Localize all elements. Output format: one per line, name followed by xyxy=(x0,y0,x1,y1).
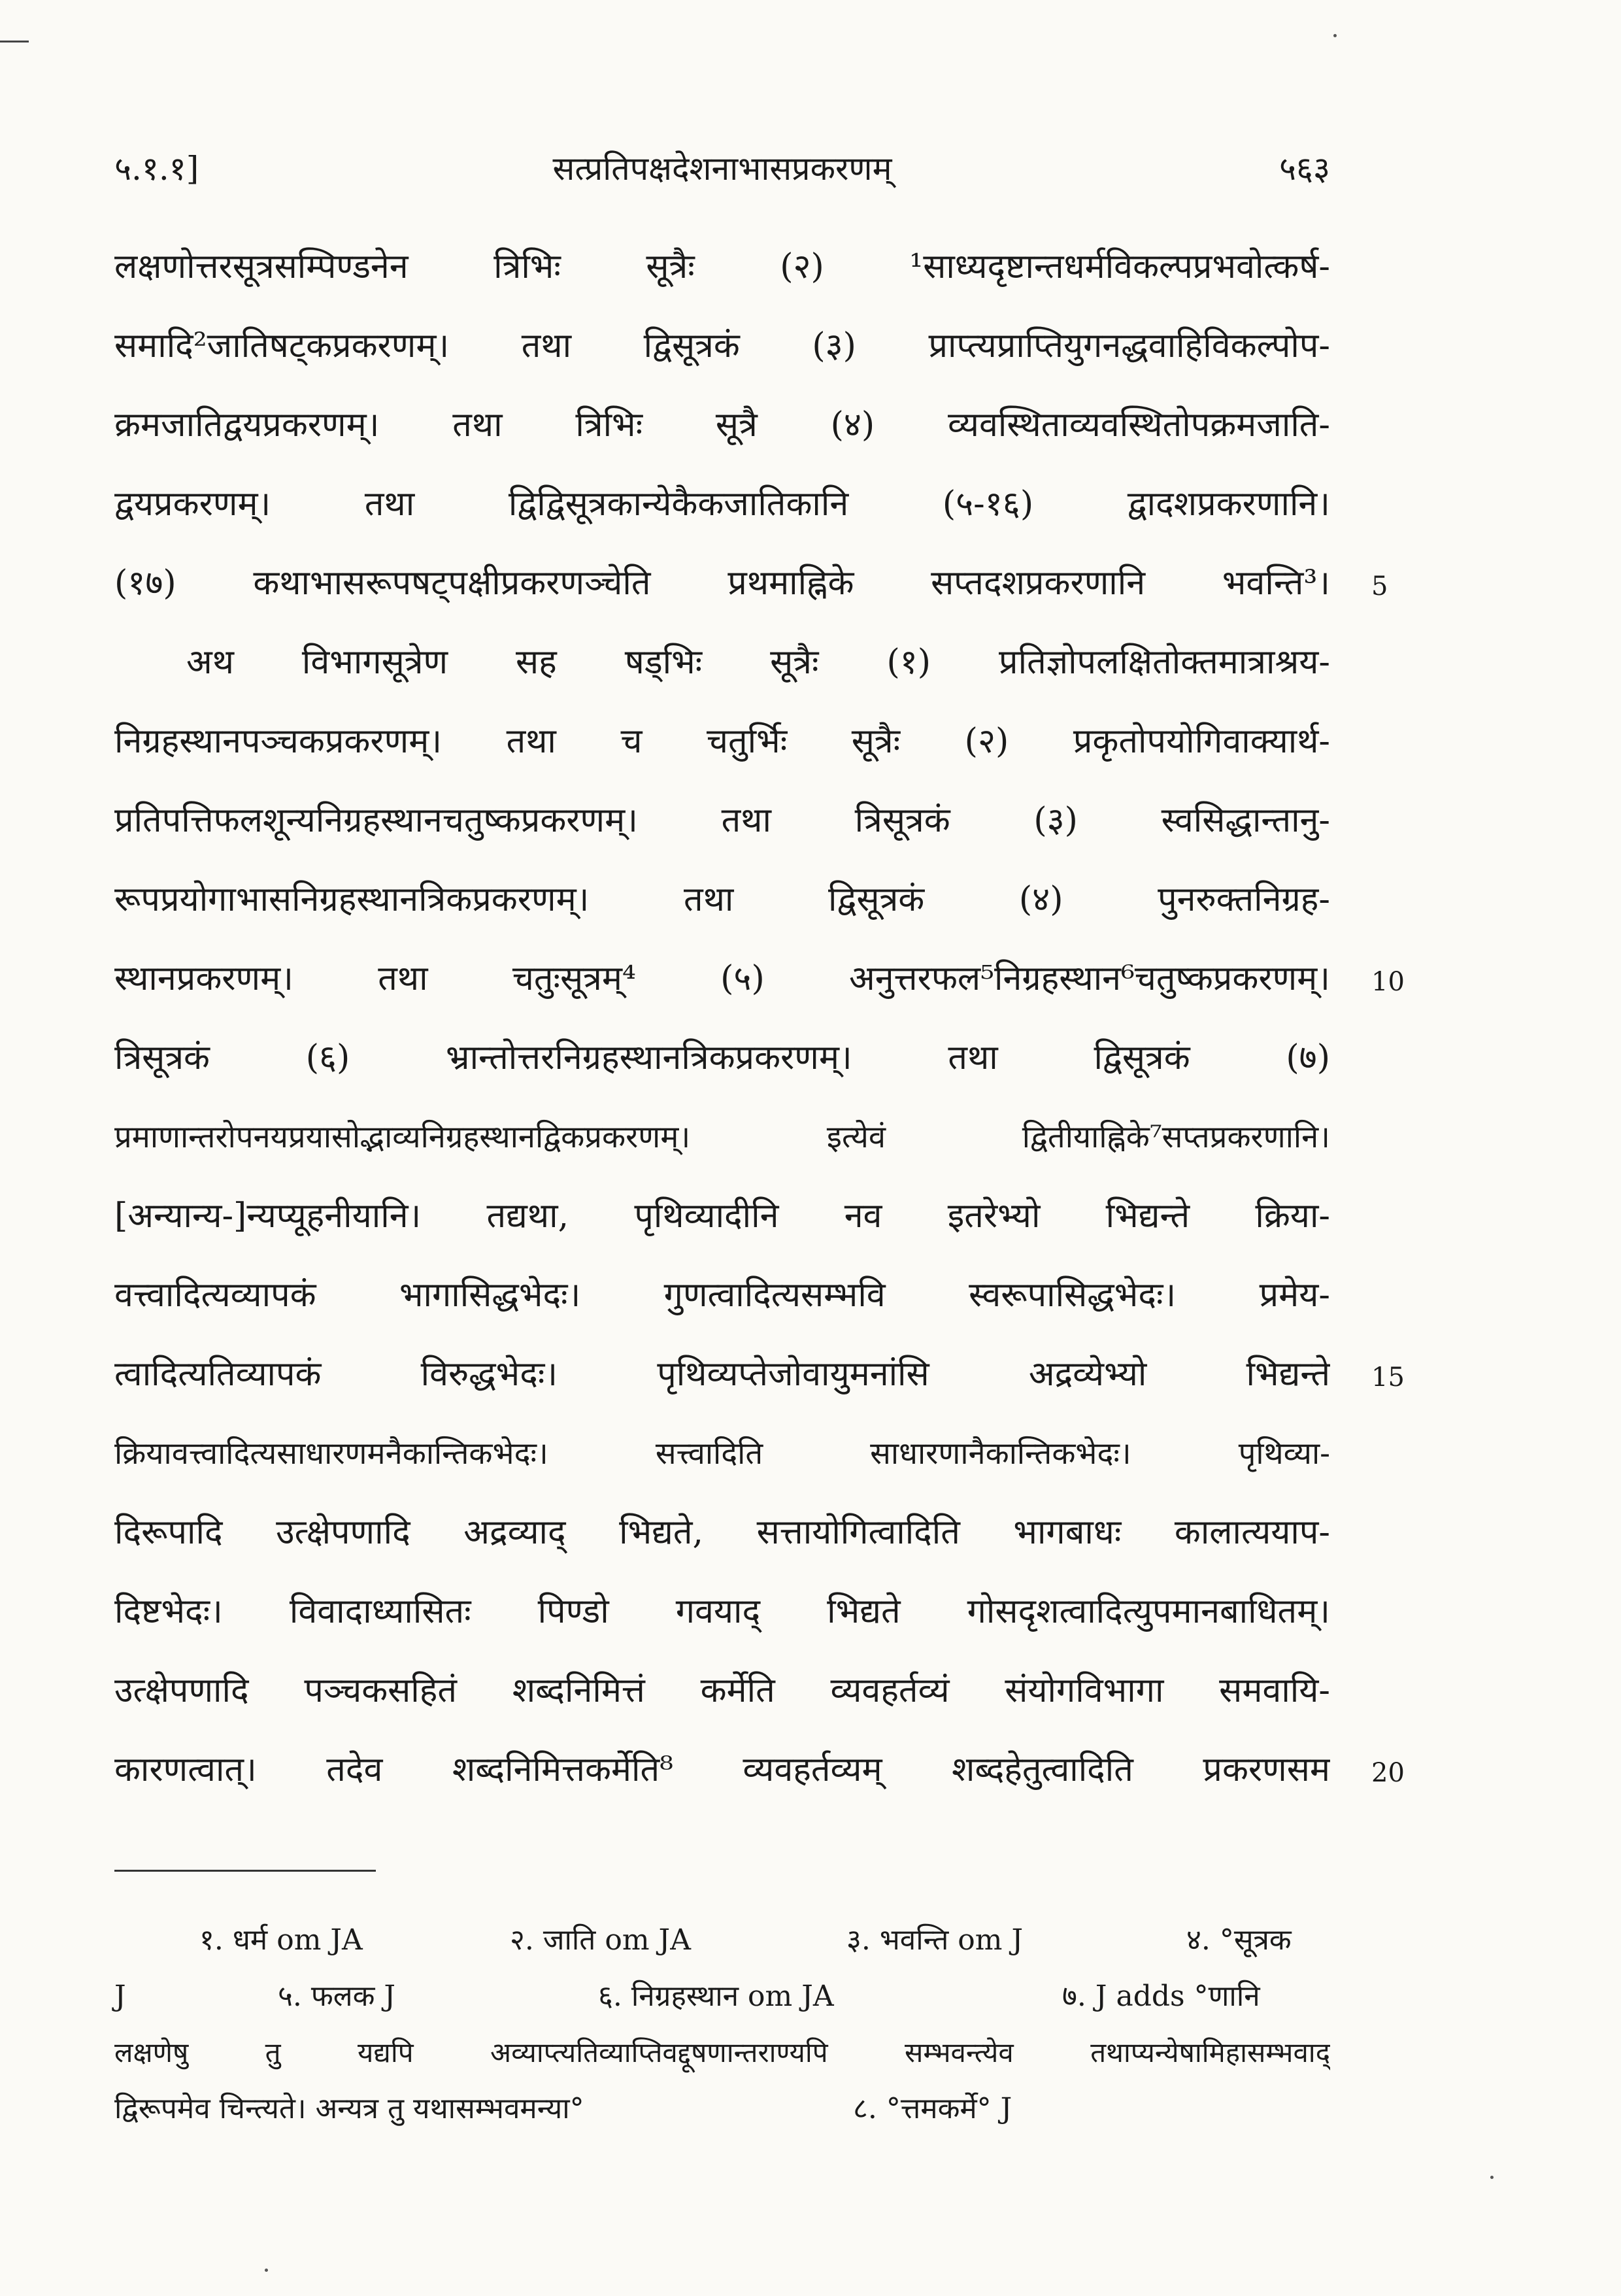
footnote: ३. भवन्ति om J xyxy=(846,1923,1024,1957)
scan-speck xyxy=(1490,2176,1494,2179)
chapter-title: सत्प्रतिपक्षदेशनाभासप्रकरणम् xyxy=(552,150,892,188)
page-number: ५६३ xyxy=(1279,150,1330,188)
footnote: १. धर्म om JA xyxy=(199,1923,363,1957)
text-line: लक्षणोत्तरसूत्रसम्पिण्डनेन त्रिभिः सूत्रैः (२) ¹साध्यदृष्टान्तधर्मविकल्पप्रभवोत्कर्ष- xyxy=(114,247,1330,286)
text-line: दिष्टभेदः। विवादाध्यासितः पिण्डो गवयाद् भिद्यते गोसदृशत्वादित्युपमानबाधितम्। xyxy=(114,1592,1330,1631)
text-line: समादि²जातिषट्कप्रकरणम्। तथा द्विसूत्रकं (३) प्राप्त्यप्राप्तियुगनद्धवाहिविकल्पोप- xyxy=(114,326,1330,365)
scan-speck xyxy=(265,2269,268,2272)
text-line: त्रिसूत्रकं (६) भ्रान्तोत्तरनिग्रहस्थानत्रिकप्रकरणम्। तथा द्विसूत्रकं (७) xyxy=(114,1038,1330,1077)
text-line: दिरूपादि उत्क्षेपणादि अद्रव्याद् भिद्यते, सत्तायोगित्वादिति भागबाधः कालात्ययाप- xyxy=(114,1513,1330,1552)
text-line: प्रमाणान्तरोपनयप्रयासोद्भाव्यनिग्रहस्थानद्विकप्रकरणम्। इत्येवं द्वितीयाह्निके⁷सप्तप्रकरणानि। xyxy=(114,1119,1330,1155)
footnotes xyxy=(114,1912,1330,2137)
text-line: (१७) कथाभासरूपषट्पक्षीप्रकरणञ्चेति प्रथमाह्निके सप्तदशप्रकरणानि भवन्ति³। xyxy=(114,564,1330,603)
footnote-note: द्विरूपमेव चिन्त्यते। अन्यत्र तु यथासम्भवमन्या° xyxy=(114,2092,584,2125)
footnote-row xyxy=(114,1912,1330,1968)
text-line: द्वयप्रकरणम्। तथा द्विद्विसूत्रकान्येकैकजातिकानि (५-१६) द्वादशप्रकरणानि। xyxy=(114,484,1330,524)
footnote: ७. J adds °णानि xyxy=(1062,1980,1260,2013)
line-number: 20 xyxy=(1371,1758,1405,1788)
text-line: स्थानप्रकरणम्। तथा चतुःसूत्रम्⁴ (५) अनुत्तरफल⁵निग्रहस्थान⁶चतुष्कप्रकरणम्। xyxy=(114,959,1330,998)
text-line: उत्क्षेपणादि पञ्चकसहितं शब्दनिमित्तं कर्मेति व्यवहर्तव्यं संयोगविभागा समवायि- xyxy=(114,1671,1330,1710)
section-number: ५.१.१] xyxy=(114,150,199,188)
footnote: ५. फलक J xyxy=(278,1980,396,2013)
footnote: ६. निग्रहस्थान om JA xyxy=(598,1980,834,2013)
footnote-note: लक्षणेषु तु यद्यपि अव्याप्त्यतिव्याप्तिवद्दूषणान्तराण्यपि सम्भवन्त्येव तथाप्यन्येषामिहासम्भवाद् xyxy=(114,2036,1330,2068)
footnote: ८. °त्तमकर्मे° J xyxy=(853,2092,1012,2125)
scan-corner-mark xyxy=(0,41,29,42)
text-line: निग्रहस्थानपञ्चकप्रकरणम्। तथा च चतुर्भिः सूत्रैः (२) प्रकृतोपयोगिवाक्यार्थ- xyxy=(114,722,1330,761)
footnote: ४. °सूत्रक xyxy=(1186,1923,1292,1957)
footnote-divider xyxy=(114,1870,376,1872)
text-line: कारणत्वात्। तदेव शब्दनिमित्तकर्मेति⁸ व्यवहर्तव्यम् शब्दहेतुत्वादिति प्रकरणसम xyxy=(114,1750,1330,1789)
text-line: क्रमजातिद्वयप्रकरणम्। तथा त्रिभिः सूत्रै (४) व्यवस्थिताव्यवस्थितोपक्रमजाति- xyxy=(114,405,1330,445)
footnote-row xyxy=(114,1968,1330,2025)
footnote: २. जाति om JA xyxy=(510,1923,691,1957)
text-line: अथ विभागसूत्रेण सह षड्भिः सूत्रैः (१) प्रतिज्ञोपलक्षितोक्तमात्राश्रय- xyxy=(186,643,1330,682)
text-line: त्वादित्यतिव्यापकं विरुद्धभेदः। पृथिव्यप्तेजोवायुमनांसि अद्रव्येभ्यो भिद्यन्ते xyxy=(114,1355,1330,1394)
text-line: वत्त्वादित्यव्यापकं भागासिद्धभेदः। गुणत्वादित्यसम्भवि स्वरूपासिद्धभेदः। प्रमेय- xyxy=(114,1275,1330,1315)
line-number: 10 xyxy=(1371,967,1405,997)
text-line: प्रतिपत्तिफलशून्यनिग्रहस्थानचतुष्कप्रकरणम्। तथा त्रिसूत्रकं (३) स्वसिद्धान्तानु- xyxy=(114,801,1330,840)
running-header xyxy=(114,145,1330,197)
scan-speck xyxy=(1333,34,1337,37)
line-number: 5 xyxy=(1371,571,1388,601)
text-line: रूपप्रयोगाभासनिग्रहस्थानत्रिकप्रकरणम्। तथा द्विसूत्रकं (४) पुनरुक्तनिग्रह- xyxy=(114,880,1330,919)
line-number: 15 xyxy=(1371,1362,1405,1393)
main-text xyxy=(114,228,1330,1810)
footnote: J xyxy=(114,1980,126,2013)
text-line: क्रियावत्त्वादित्यसाधारणमनैकान्तिकभेदः। सत्त्वादिति साधारणानैकान्तिकभेदः। पृथिव्या- xyxy=(114,1436,1330,1472)
text-line: [अन्यान्य-]न्यप्यूहनीयानि। तद्यथा, पृथिव्यादीनि नव इतरेभ्यो भिद्यन्ते क्रिया- xyxy=(114,1196,1330,1236)
footnote-row xyxy=(114,2081,1330,2137)
